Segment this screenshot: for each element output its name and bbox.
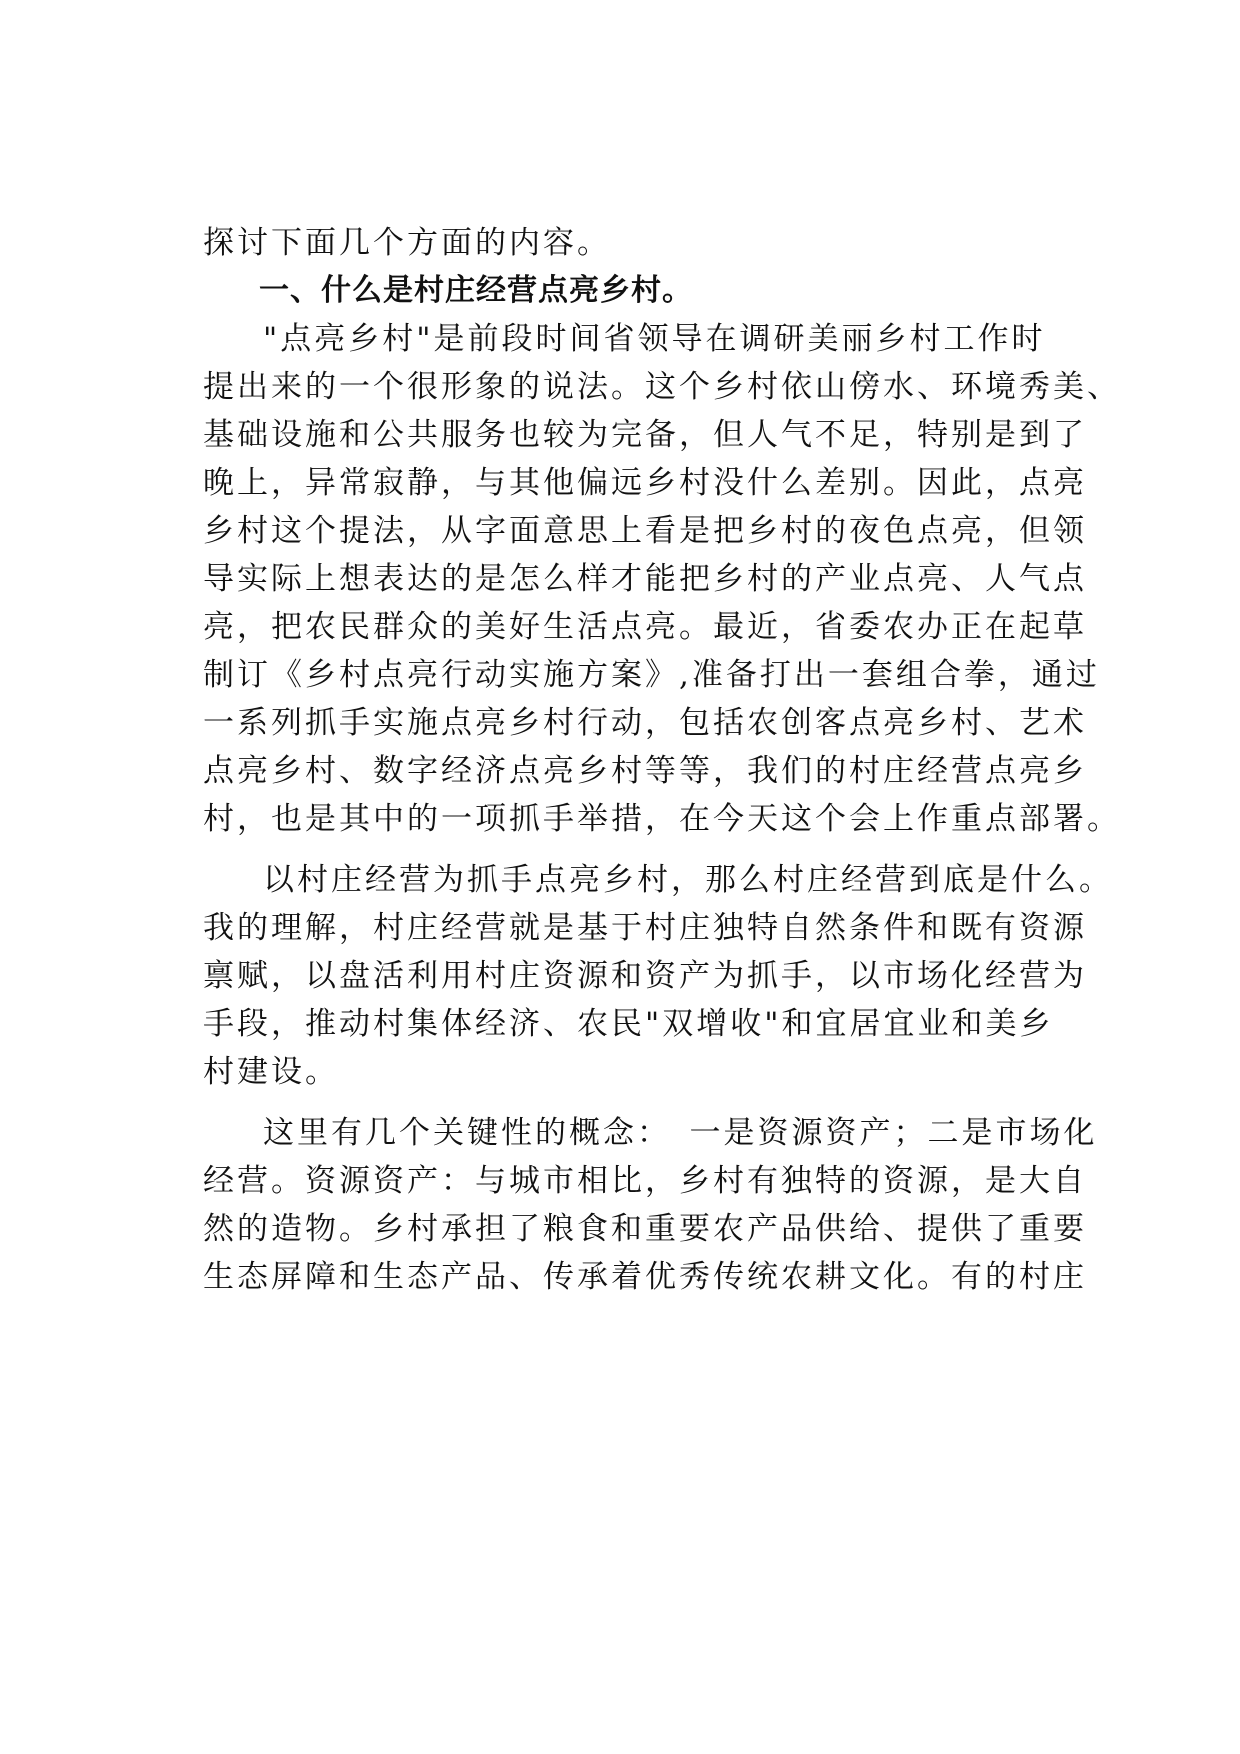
paragraph-2-line: 以村庄经营为抓手点亮乡村，那么村庄经营到底是什么。 [263,862,1113,898]
paragraph-1-line: 基础设施和公共服务也较为完备，但人气不足，特别是到了 [203,417,1087,453]
paragraph-1-line: 导实际上想表达的是怎么样才能把乡村的产业点亮、人气点 [203,561,1087,597]
paragraph-1-line: 点亮乡村、数字经济点亮乡村等等，我们的村庄经营点亮乡 [203,753,1087,789]
paragraph-1-line: 制订《乡村点亮行动实施方案》,准备打出一套组合拳，通过 [203,657,1100,693]
paragraph-1-line: 一系列抓手实施点亮乡村行动，包括农创客点亮乡村、艺术 [203,705,1087,741]
paragraph-1-line: 村，也是其中的一项抓手举措，在今天这个会上作重点部署。 [203,801,1121,837]
paragraph-3-line: 生态屏障和生态产品、传承着优秀传统农耕文化。有的村庄 [203,1259,1087,1295]
intro-line: 探讨下面几个方面的内容。 [203,225,611,261]
paragraph-2-line: 禀赋，以盘活利用村庄资源和资产为抓手，以市场化经营为 [203,958,1087,994]
paragraph-3-line: 这里有几个关键性的概念： 一是资源资产；二是市场化 [263,1115,1098,1151]
paragraph-1-line: 晚上，异常寂静，与其他偏远乡村没什么差别。因此，点亮 [203,465,1087,501]
paragraph-3-line: 然的造物。乡村承担了粮食和重要农产品供给、提供了重要 [203,1211,1087,1247]
paragraph-1-line: 乡村这个提法，从字面意思上看是把乡村的夜色点亮，但领 [203,513,1087,549]
paragraph-1-line: 提出来的一个很形象的说法。这个乡村依山傍水、环境秀美、 [203,369,1121,405]
paragraph-1-line: "点亮乡村"是前段时间省领导在调研美丽乡村工作时 [263,321,1046,357]
paragraph-2-line: 我的理解，村庄经营就是基于村庄独特自然条件和既有资源 [203,910,1087,946]
paragraph-1-line: 亮，把农民群众的美好生活点亮。最近，省委农办正在起草 [203,609,1087,645]
document-body [203,219,1121,1301]
paragraph-2-line: 村建设。 [203,1054,339,1090]
section-heading: 一、什么是村庄经营点亮乡村。 [259,273,693,308]
paragraph-2-line: 手段，推动村集体经济、农民"双增收"和宜居宜业和美乡 [203,1006,1054,1042]
paragraph-3-line: 经营。资源资产：与城市相比，乡村有独特的资源，是大自 [203,1163,1087,1199]
